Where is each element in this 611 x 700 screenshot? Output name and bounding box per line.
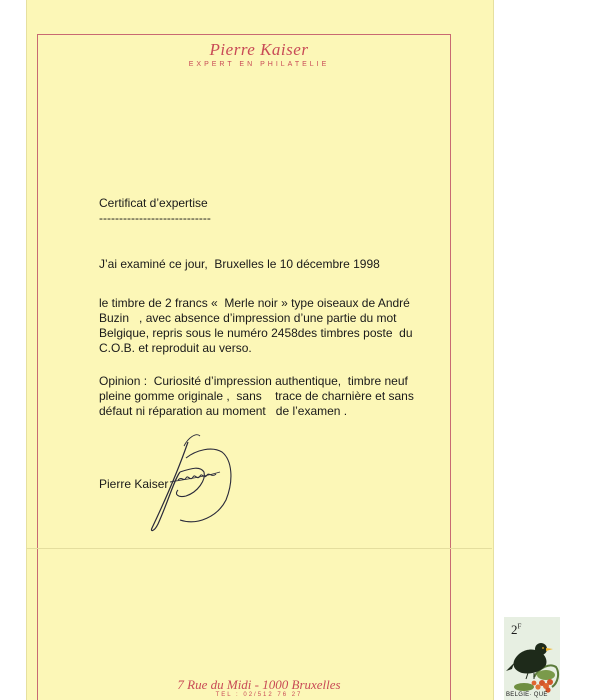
handwritten-signature bbox=[140, 420, 240, 535]
body-line: Belgique, repris sous le numéro 2458des timbres poste du bbox=[99, 326, 413, 340]
certificate-title: Certificat d’expertise bbox=[99, 196, 208, 210]
signatory-name: Pierre Kaiser bbox=[99, 477, 169, 491]
certificate-border-frame bbox=[37, 34, 451, 700]
opinion-line: Opinion : Curiosité d’impression authentique, timbre neuf bbox=[99, 374, 408, 388]
letterhead-subtitle: EXPERT EN PHILATELIE bbox=[188, 61, 330, 68]
opinion-line: défaut ni réparation au moment de l’examen . bbox=[99, 404, 348, 418]
letterhead-name: Pierre Kaiser bbox=[209, 40, 309, 59]
stamp-artwork bbox=[504, 617, 560, 700]
opinion-line: pleine gomme originale , sans trace de charnière et sans bbox=[99, 389, 414, 403]
date-line: J’ai examiné ce jour, Bruxelles le 10 décembre 1998 bbox=[99, 257, 380, 271]
body-line: le timbre de 2 francs « Merle noir » type oiseaux de André bbox=[99, 296, 410, 310]
footer-phone: TEL : 02/512 76 27 bbox=[215, 692, 303, 698]
body-line: Buzin , avec absence d’impression d’une partie du mot bbox=[99, 311, 397, 325]
stamp-country-text: BELGIE· QUE bbox=[506, 692, 548, 698]
paper-fold-line bbox=[26, 548, 492, 549]
footer-address: 7 Rue du Midi - 1000 Bruxelles bbox=[177, 677, 341, 692]
body-line: C.O.B. et reproduit au verso. bbox=[99, 341, 252, 355]
postage-stamp bbox=[500, 613, 564, 700]
stamp-denomination: $2^F$ bbox=[511, 622, 522, 637]
certificate-title-underline: ---------------------------- bbox=[99, 211, 211, 225]
